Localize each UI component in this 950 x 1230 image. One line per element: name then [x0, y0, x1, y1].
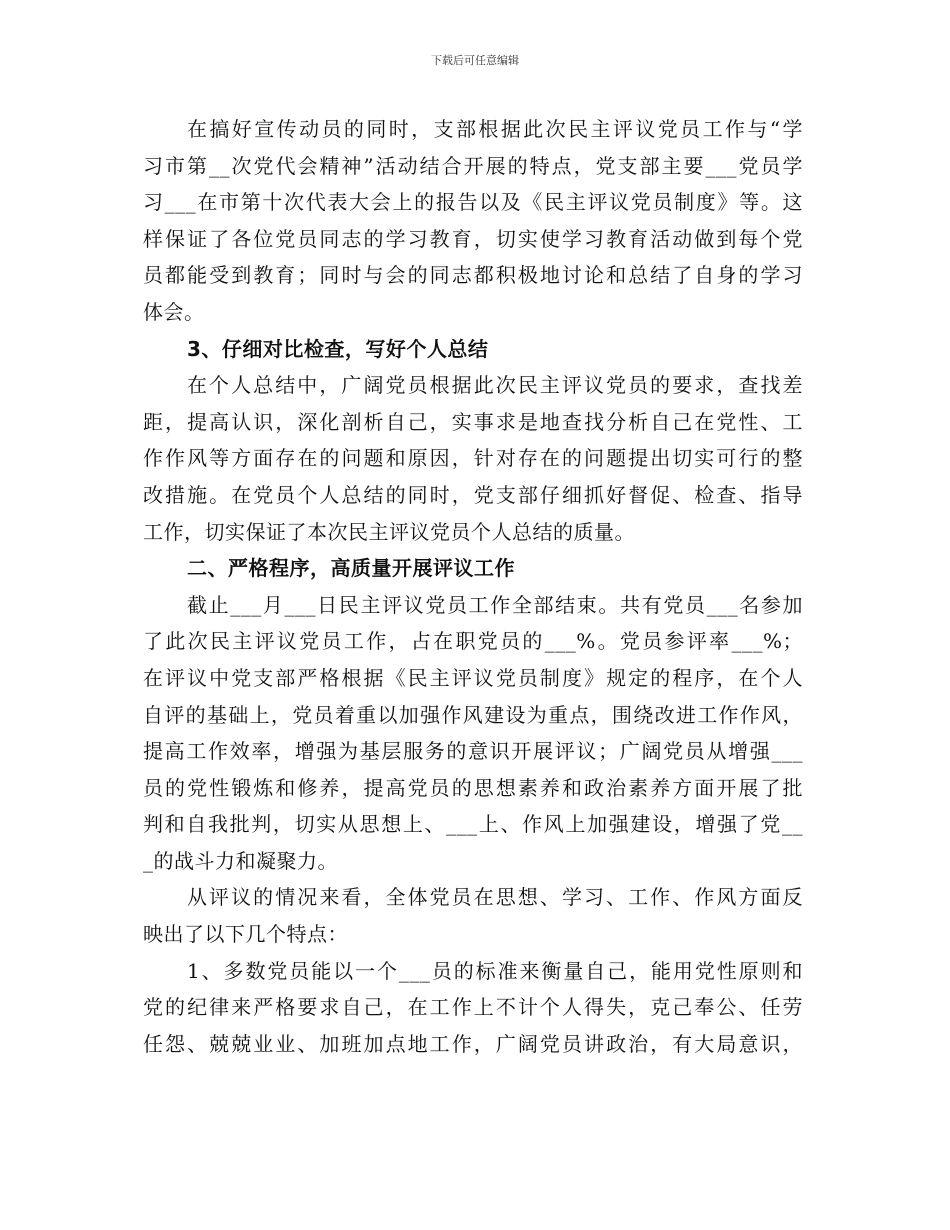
text-line: 改措施。在党员个人总结的同时，党支部仔细抓好督促、检查、指导	[143, 482, 803, 507]
document-body	[143, 111, 803, 1062]
text-line: 在搞好宣传动员的同时，支部根据此次民主评议党员工作与“学	[187, 117, 803, 141]
paragraph-evaluation-result	[143, 587, 803, 880]
text-line: 映出了以下几个特点：	[143, 922, 348, 947]
text-line: 员的党性锻炼和修养，提高党员的思想素养和政治素养方面开展了批	[143, 775, 803, 800]
text-line: 在个人总结中，广阔党员根据此次民主评议党员的要求，查找差	[187, 373, 803, 398]
section-heading-3: 3、仔细对比检查，写好个人总结	[187, 336, 489, 361]
text-line: 1、多数党员能以一个___员的标准来衡量自己，能用党性原则和	[187, 958, 803, 983]
text-line: 作作风等方面存在的问题和原因，针对存在的问题提出切实可行的整	[143, 446, 803, 471]
paragraph-publicity	[143, 111, 803, 331]
paragraph-feature-1	[143, 953, 803, 1063]
text-line: 习___在市第十次代表大会上的报告以及《民主评议党员制度》等。这	[143, 190, 803, 215]
text-line: 样保证了各位党员同志的学习教育，切实使学习教育活动做到每个党	[143, 226, 803, 251]
text-line: 距，提高认识，深化剖析自己，实事求是地查找分析自己在党性、工	[143, 409, 803, 434]
text-line: 截止___月___日民主评议党员工作全部结束。共有党员___名参加	[187, 592, 803, 617]
text-line: 任怨、兢兢业业、加班加点地工作，广阔党员讲政治，有大局意识，	[143, 1031, 803, 1056]
text-line: 在评议中党支部严格根据《民主评议党员制度》规定的程序，在个人	[143, 665, 803, 690]
text-line: 工作，切实保证了本次民主评议党员个人总结的质量。	[143, 519, 635, 544]
text-line: 员都能受到教育；同时与会的同志都积极地讨论和总结了自身的学习	[143, 263, 803, 288]
text-line: 党的纪律来严格要求自己，在工作上不计个人得失，克己奉公、任劳	[143, 995, 803, 1020]
text-line: 习市第__次党代会精神”活动结合开展的特点，党支部主要___党员学	[143, 153, 803, 178]
text-line: _的战斗力和凝聚力。	[143, 848, 338, 873]
paragraph-personal-summary	[143, 367, 803, 550]
text-line: 体会。	[143, 299, 205, 324]
paragraph-features-intro	[143, 879, 803, 952]
text-line: 提高工作效率，增强为基层服务的意识开展评议；广阔党员从增强___	[143, 739, 803, 764]
text-line: 了此次民主评议党员工作，占在职党员的___%。党员参评率___%；	[143, 629, 803, 654]
page-header: 下载后可任意编辑	[431, 54, 519, 67]
section-heading-2: 二、严格程序，高质量开展评议工作	[187, 556, 515, 581]
text-line: 判和自我批判，切实从思想上、___上、作风上加强建设，增强了党__	[143, 812, 803, 837]
text-line: 自评的基础上，党员着重以加强作风建设为重点，围绕改进工作作风，	[143, 702, 803, 727]
text-line: 从评议的情况来看，全体党员在思想、学习、工作、作风方面反	[187, 885, 803, 910]
